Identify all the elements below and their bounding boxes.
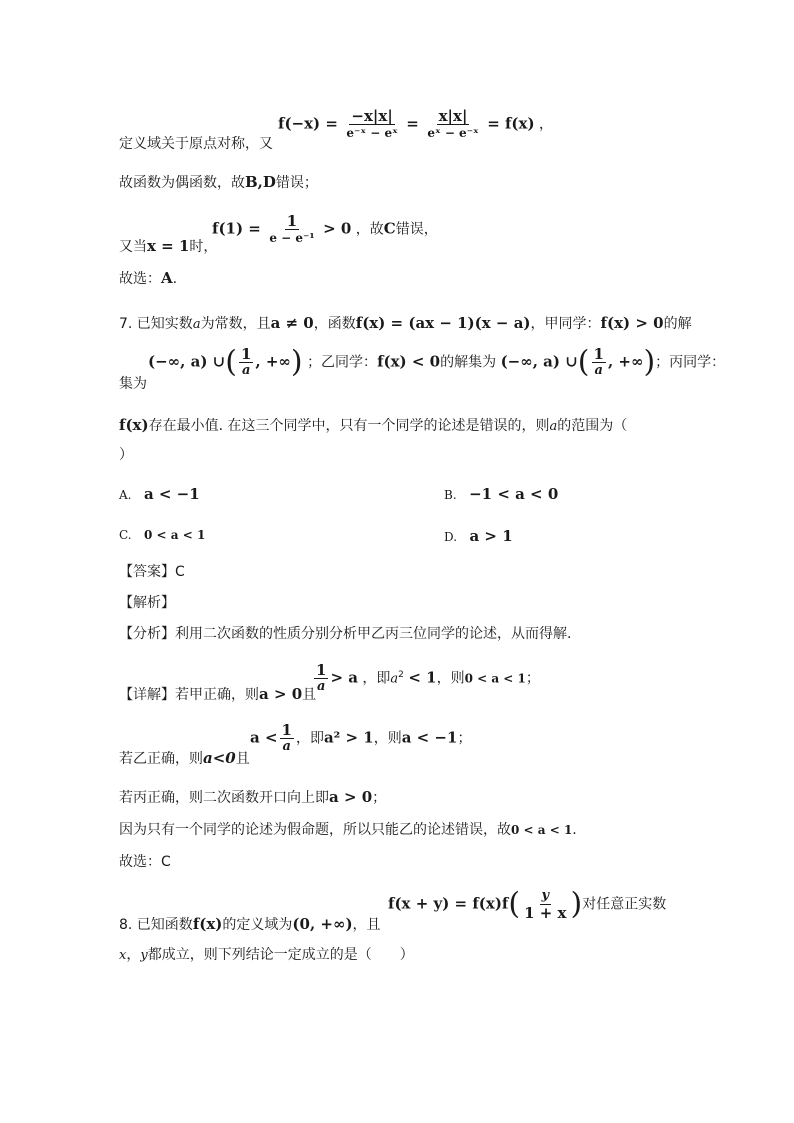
math: a² > 1: [323, 728, 374, 747]
text: 因为只有一个同学的论述为假命题，所以只能乙的论述错误，故: [119, 822, 511, 838]
option-a[interactable]: [119, 485, 200, 503]
math: a: [390, 671, 399, 687]
analysis-title: [119, 593, 175, 613]
math: a ≠ 0: [270, 314, 314, 332]
numerator: −x|x|: [351, 107, 393, 125]
text: ，函数: [313, 316, 356, 332]
text: ；乙同学：: [307, 354, 378, 371]
text: 存在最小值. 在这三个同学中，只有一个同学的论述是错误的，则: [148, 418, 550, 434]
text: 故选：C: [119, 854, 171, 870]
math: x = 1: [147, 237, 190, 255]
fraction: [267, 213, 316, 246]
math: f(x): [192, 915, 223, 933]
text: ，即: [362, 670, 391, 687]
math: (−∞, a) ∪: [500, 352, 578, 371]
text: 【详解】若甲正确，则: [119, 687, 259, 703]
option-label: D.: [444, 530, 458, 544]
math: a > 0: [329, 788, 373, 806]
text: 时，: [189, 239, 218, 255]
fraction: [314, 662, 328, 695]
math: , +∞: [255, 352, 291, 371]
math: > a: [330, 668, 358, 687]
math: a < −1: [401, 728, 458, 747]
paren: ): [290, 344, 303, 380]
line-domain-symmetric: [119, 134, 273, 154]
detail-line-1-math: [312, 662, 540, 695]
math: f(x) = (ax − 1)(x − a): [355, 314, 531, 332]
line-choose-a: [119, 268, 177, 289]
math: f(x + y) = f(x)f: [388, 894, 509, 913]
option-value: 0 < a < 1: [144, 528, 206, 542]
option-c[interactable]: [119, 527, 205, 543]
text: 为常数，且: [200, 316, 271, 332]
text: 若丙正确，则二次函数开口向上即: [119, 790, 329, 806]
paren: ): [570, 886, 583, 922]
detail-line-2-label: [119, 748, 250, 769]
text: ；: [525, 670, 540, 687]
math: (−∞, a) ∪: [148, 352, 226, 371]
fraction: [344, 108, 399, 141]
text: 错误，: [395, 221, 438, 238]
denominator: a: [317, 679, 326, 694]
option-label: C.: [119, 528, 132, 542]
text: 故函数为偶函数，故: [119, 175, 245, 191]
math: C: [383, 219, 396, 238]
math: f(x) < 0: [377, 352, 441, 371]
question-7-line-2-math: [148, 346, 725, 379]
numerator: x|x|: [438, 107, 468, 125]
option-d[interactable]: [444, 527, 513, 545]
paren: (: [508, 886, 521, 922]
text: ，甲同学：: [530, 316, 601, 332]
numerator: 1: [593, 345, 604, 363]
option-label: B.: [444, 488, 457, 502]
math: (0, +∞): [292, 915, 353, 933]
math: > 0: [323, 219, 352, 238]
denominator: a: [594, 363, 603, 378]
text: 又当: [119, 239, 147, 255]
text: 集为: [119, 376, 147, 392]
math: a: [192, 317, 201, 332]
option-label: A.: [119, 488, 132, 502]
text: ；: [457, 730, 472, 747]
detail-line-5: [119, 852, 171, 872]
math: a > 0: [259, 685, 303, 703]
paren: (: [577, 344, 590, 380]
question-8-line-1-label: [119, 914, 381, 935]
text: ，故: [355, 221, 384, 238]
equation-f-neg-x: [278, 108, 553, 141]
fraction: [522, 888, 568, 921]
question-7-line-4: [119, 445, 133, 465]
text: ，则: [373, 730, 402, 747]
text: 定义域关于原点对称，又: [119, 136, 273, 152]
equation-f1: [212, 213, 438, 246]
denominator: e⁻ˣ − eˣ: [346, 126, 398, 140]
denominator: 1 + x: [524, 904, 567, 922]
question-8-equation: [388, 888, 666, 921]
text: 的定义域为: [222, 917, 293, 933]
line-x-equals-1: [119, 236, 217, 257]
text: 8. 已知函数: [119, 917, 193, 933]
math: a: [549, 419, 558, 434]
math: A: [161, 269, 173, 287]
math: 0 < a < 1: [511, 823, 573, 837]
option-value: a > 1: [469, 527, 513, 545]
math: = f(x): [487, 114, 535, 133]
text: .: [572, 822, 577, 838]
paren: ): [643, 344, 656, 380]
detail-line-4: [119, 820, 577, 840]
detail-line-2-math: [250, 722, 471, 755]
math: , +∞: [607, 352, 644, 371]
text: 【答案】C: [119, 564, 185, 580]
paren: (: [225, 344, 237, 380]
math: B,D: [245, 173, 276, 191]
math: < 1: [408, 668, 437, 687]
text: ；丙同学：: [655, 354, 726, 371]
numerator: 1: [281, 721, 292, 739]
question-8-line-2: [119, 945, 414, 966]
text: .: [172, 271, 178, 287]
denominator: e − e⁻¹: [269, 231, 315, 245]
text: 的范围为（: [557, 418, 628, 434]
text: ，则: [436, 670, 465, 687]
option-value: a < −1: [143, 485, 200, 503]
text: 错误；: [275, 175, 318, 191]
math: f(x): [119, 416, 149, 434]
text: 且: [235, 751, 250, 767]
numerator: 1: [286, 212, 298, 230]
fraction: [425, 108, 480, 141]
exponent: 2: [398, 669, 404, 680]
detail-line-3: [119, 787, 386, 808]
fraction: [280, 722, 294, 755]
text: ）: [119, 447, 133, 463]
text: ；: [372, 790, 387, 806]
denominator: a: [241, 363, 251, 378]
text: 【解析】: [119, 595, 175, 611]
text: ，: [126, 947, 141, 963]
text: ，且: [352, 917, 381, 933]
math: x: [119, 948, 127, 963]
numerator: 1: [240, 345, 252, 363]
text: 都成立，则下列结论一定成立的是（ ）: [147, 947, 414, 963]
option-b[interactable]: [444, 485, 558, 503]
detail-line-1-label: [119, 684, 316, 705]
text: ，即: [295, 730, 324, 747]
text: 【分析】利用二次函数的性质分别分析甲乙丙三位同学的论述，从而得解.: [119, 626, 572, 642]
math: a <: [250, 728, 278, 747]
text: 的解集为: [440, 354, 497, 371]
question-7-line-2-label: [119, 374, 147, 394]
denominator: eˣ − e⁻ˣ: [427, 126, 479, 140]
analysis: [119, 624, 571, 644]
text: 故选：: [119, 271, 161, 287]
math: a<0: [203, 749, 236, 767]
text: 的解: [663, 316, 692, 332]
math: 0 < a < 1: [464, 671, 526, 686]
answer: [119, 562, 185, 582]
math: f(x) > 0: [600, 314, 664, 332]
numerator: 1: [316, 661, 327, 679]
question-7-line-3: [119, 415, 627, 437]
numerator: y: [541, 888, 550, 903]
denominator: a: [282, 739, 291, 754]
text: 且: [302, 687, 317, 703]
option-value: −1 < a < 0: [469, 485, 559, 503]
math: =: [406, 114, 419, 133]
math: f(−x) =: [278, 114, 338, 133]
text: 对任意正实数: [582, 896, 667, 913]
fraction: [592, 346, 606, 379]
question-7-line-1: [119, 313, 692, 335]
math: f(1) =: [212, 219, 261, 238]
line-even-function: [119, 172, 318, 193]
text: ，: [539, 116, 554, 133]
text: 若乙正确，则: [119, 751, 203, 767]
math: y: [140, 948, 148, 963]
fraction: [239, 346, 253, 379]
text: 7. 已知实数: [119, 316, 193, 332]
